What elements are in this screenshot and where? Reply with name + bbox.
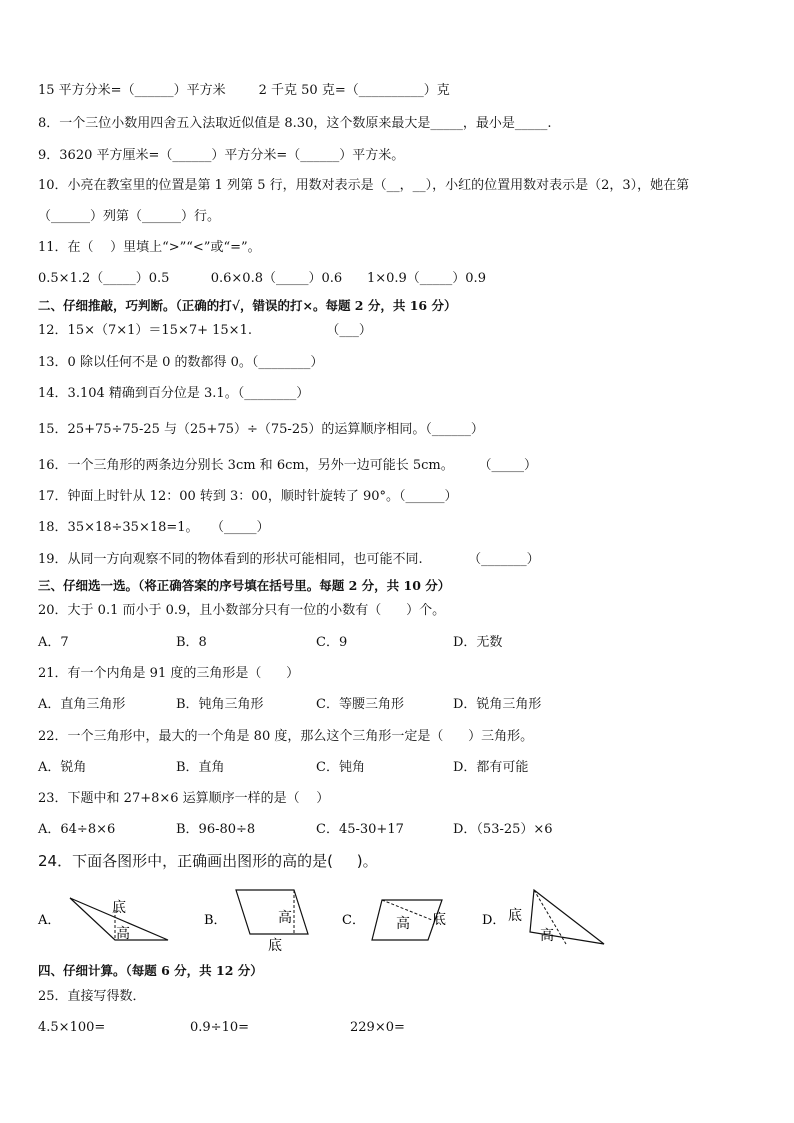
question-9: 9．3620 平方厘米=（______）平方分米=（______）平方米。 [38,148,405,163]
question-25: 25．直接写得数． [38,989,146,1004]
q23-option-a[interactable]: A．64÷8×6 [38,822,116,837]
q24-label-d[interactable]: D． [482,913,506,928]
question-13: 13．0 除以任何不是 0 的数都得 0。（________） [38,355,324,370]
section-2-heading: 二、仔细推敲，巧判断。（正确的打√，错误的打×。每题 2 分，共 16 分） [38,298,457,313]
q24-figure-b-base-label: 底 [268,938,282,954]
question-18: 18．35×18÷35×18=1。 （_____） [38,520,270,535]
question-17: 17．钟面上时针从 12：00 转到 3：00，顺时针旋转了 90°。（______） [38,489,458,504]
question-16: 16．一个三角形的两条边分别长 3cm 和 6cm，另外一边可能长 5cm。 （_____） [38,458,538,473]
question-21: 21．有一个内角是 91 度的三角形是（ ） [38,666,300,681]
q21-option-b[interactable]: B．钝角三角形 [176,697,264,712]
q22-option-c[interactable]: C．钝角 [316,760,365,775]
q24-label-a[interactable]: A． [38,913,61,928]
q24-figure-a-base-label: 底 [112,900,126,916]
q24-figure-d-base-label: 底 [508,908,522,924]
section-3-heading: 三、仔细选一选。（将正确答案的序号填在括号里。每题 2 分，共 10 分） [38,578,451,593]
question-7-line: 15 平方分米=（______）平方米 2 千克 50 克=（__________）克 [38,83,450,98]
q21-option-d[interactable]: D．锐角三角形 [453,697,542,712]
q22-option-a[interactable]: A．锐角 [38,760,87,775]
calc-item-3[interactable]: 229×0= [350,1020,405,1035]
q23-option-d[interactable]: D．（53-25）×6 [453,822,553,837]
q20-option-c[interactable]: C．9 [316,635,348,650]
q24-figure-a-height-label: 高 [116,926,130,942]
q24-label-c[interactable]: C． [342,913,365,928]
q24-figure-c-base-label: 底 [432,912,446,928]
question-10-line-1: 10．小亮在教室里的位置是第 1 列第 5 行，用数对表示是（__，__），小红的位置用数对表示是（2，3），她在第 [38,178,690,193]
q21-option-c[interactable]: C．等腰三角形 [316,697,404,712]
question-14: 14．3.104 精确到百分位是 3.1。（________） [38,386,310,401]
question-11: 11．在（ ）里填上“>”“<”或“=”。 [38,240,261,255]
question-15: 15．25+75÷75-25 与（25+75）÷（75-25）的运算顺序相同。（______） [38,422,484,437]
calc-item-2[interactable]: 0.9÷10= [190,1020,250,1035]
question-20: 20．大于 0.1 而小于 0.9，且小数部分只有一位的小数有（ ）个。 [38,603,446,618]
section-4-heading: 四、仔细计算。（每题 6 分，共 12 分） [38,963,263,978]
calc-item-1[interactable]: 4.5×100= [38,1020,106,1035]
question-24-figures [30,882,630,954]
q20-option-a[interactable]: A．7 [38,635,69,650]
q24-figure-b-height-label: 高 [278,910,292,926]
question-10-line-2: （______）列第（______）行。 [38,209,221,224]
q21-option-a[interactable]: A．直角三角形 [38,697,126,712]
q24-figure-b-parallelogram [236,890,308,934]
q23-option-b[interactable]: B．96-80÷8 [176,822,256,837]
q23-option-c[interactable]: C．45-30+17 [316,822,404,837]
q22-option-d[interactable]: D．都有可能 [453,760,529,775]
question-24: 24．下面各图形中，正确画出图形的高的是( )。 [38,852,378,870]
q24-figure-c-height-label: 高 [396,916,410,932]
question-12: 12．15×（7×1）＝15×7+ 15×1. （___） [38,323,372,338]
q24-figure-d-height-label: 高 [540,928,554,944]
question-8: 8．一个三位小数用四舍五入法取近似值是 8.30，这个数原来最大是_____，最小是_____. [38,116,552,131]
q24-label-b[interactable]: B． [204,913,227,928]
q20-option-d[interactable]: D．无数 [453,635,503,650]
q22-option-b[interactable]: B．直角 [176,760,225,775]
question-23: 23．下题中和 27+8×6 运算顺序一样的是（ ） [38,791,330,806]
question-22: 22．一个三角形中，最大的一个角是 80 度，那么这个三角形一定是（ ）三角形。 [38,729,534,744]
question-19: 19．从同一方向观察不同的物体看到的形状可能相同，也可能不同. （_______） [38,552,540,567]
q20-option-b[interactable]: B．8 [176,635,207,650]
question-11-items: 0.5×1.2（_____）0.5 0.6×0.8（_____）0.6 1×0.9（_____）0.9 [38,271,486,286]
